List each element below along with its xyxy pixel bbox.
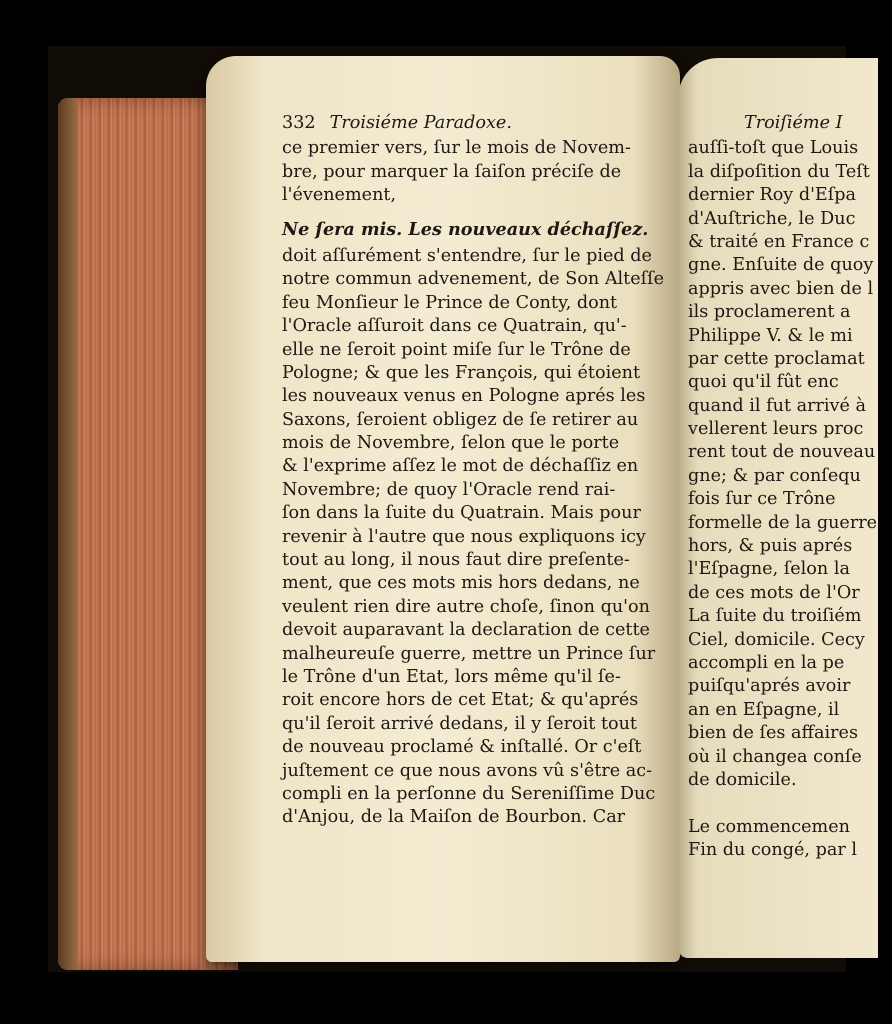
text-line: l'Oracle aſſuroit dans ce Quatrain, qu'- [282,316,627,337]
text-line: La ſuite du troiſiém [688,606,862,627]
text-line: doit aſſurément s'entendre, ſur le pied de [282,245,652,266]
text-line: Le commencemen [688,816,850,837]
text-line: l'Eſpagne, ſelon la [688,559,850,580]
text-line: ſon dans la ſuite du Quatrain. Mais pour [282,503,641,524]
text-line: malheureuſe guerre, mettre un Prince ſur [282,643,656,664]
text-line: accompli en la pe [688,652,845,673]
text-line: & traité en France c [688,231,870,252]
text-line: ils proclamerent a [688,302,851,323]
text-line: revenir à l'autre que nous expliquons icy [282,526,646,547]
text-line: bre, pour marquer la ſaiſon préciſe de [282,161,622,182]
right-running-head: Troiſiéme I [744,113,843,133]
text-line [688,792,848,815]
text-line: roit encore hors de cet Etat; & qu'aprés [282,690,639,711]
text-line: Philippe V. & le mi [688,325,853,346]
text-line: & l'exprime aſſez le mot de déchaſſiz en [282,456,639,477]
text-line: dernier Roy d'Eſpa [688,185,857,206]
text-line: notre commun advenement, de Son Alteſſe [282,269,665,290]
running-head-title: Troisiéme Paradoxe. [329,113,512,133]
text-line: mois de Novembre, ſelon que le porte [282,433,620,454]
text-line: le Trône d'un Etat, lors même qu'il ſe- [282,666,621,687]
text-line: gne; & par conſequ [688,465,861,486]
text-line: formelle de la guerre [688,512,878,533]
left-page-text [282,112,665,830]
text-line: appris avec bien de l [688,278,874,299]
text-line: de nouveau proclamé & inſtallé. Or c'eſt [282,737,642,758]
text-line: la diſpoſition du Teſt [688,161,870,182]
text-line: devoit auparavant la declaration de cette [282,620,650,641]
text-line: rent tout de nouveau [688,442,876,463]
text-line: juſtement ce que nous avons vû s'être ac- [282,760,653,781]
text-line: elle ne ſeroit point miſe ſur le Trône de [282,339,631,360]
text-line: tout au long, il nous faut dire preſente- [282,550,630,571]
text-line: Fin du congé, par l [688,840,857,861]
text-line: qu'il ſeroit arrivé dedans, il y ſeroit tout [282,713,638,734]
text-line: veulent rien dire autre choſe, ſinon qu'on [282,596,650,617]
text-line: an en Eſpagne, il [688,699,840,720]
text-line: les nouveaux venus en Pologne aprés les [282,386,646,407]
text-line: par cette proclamat [688,348,865,369]
text-line: Saxons, ſeroient obligez de ſe retirer au [282,409,639,430]
left-running-head [282,112,662,135]
text-line: feu Monſieur le Prince de Conty, dont [282,292,618,313]
text-line: hors, & puis aprés [688,536,853,557]
text-line: d'Auſtriche, le Duc [688,208,856,229]
text-line: Ciel, domicile. Cecy [688,629,865,650]
text-line: Pologne; & que les François, qui étoient [282,362,641,383]
text-line: où il changea conſe [688,746,862,767]
text-line: bien de ſes affaires [688,723,858,744]
text-line: ment, que ces mots mis hors dedans, ne [282,573,640,594]
text-line: vellerent leurs proc [688,419,864,440]
section-heading: Ne ſera mis. Les nouveaux déchaſſez. [282,218,649,240]
text-line: puiſqu'aprés avoir [688,676,851,697]
text-line: compli en la perſonne du Sereniſſime Duc [282,783,656,804]
text-line: l'évenement, [282,185,397,206]
text-line: auſſi-toſt que Louis [688,138,859,159]
text-line: de ces mots de l'Or [688,582,860,603]
text-line: Novembre; de quoy l'Oracle rend rai- [282,479,616,500]
text-line: d'Anjou, de la Maiſon de Bourbon. Car [282,807,626,828]
text-line: de domicile. [688,769,797,790]
right-page-text [688,112,878,863]
text-line: gne. Enſuite de quoy [688,255,874,276]
text-line: quoi qu'il fût enc [688,372,839,393]
page-number: 332 [282,113,316,133]
text-line: quand il fut arrivé à [688,395,866,416]
text-line: fois ſur ce Trône [688,489,836,510]
text-line: ce premier vers, ſur le mois de Novem- [282,138,631,159]
